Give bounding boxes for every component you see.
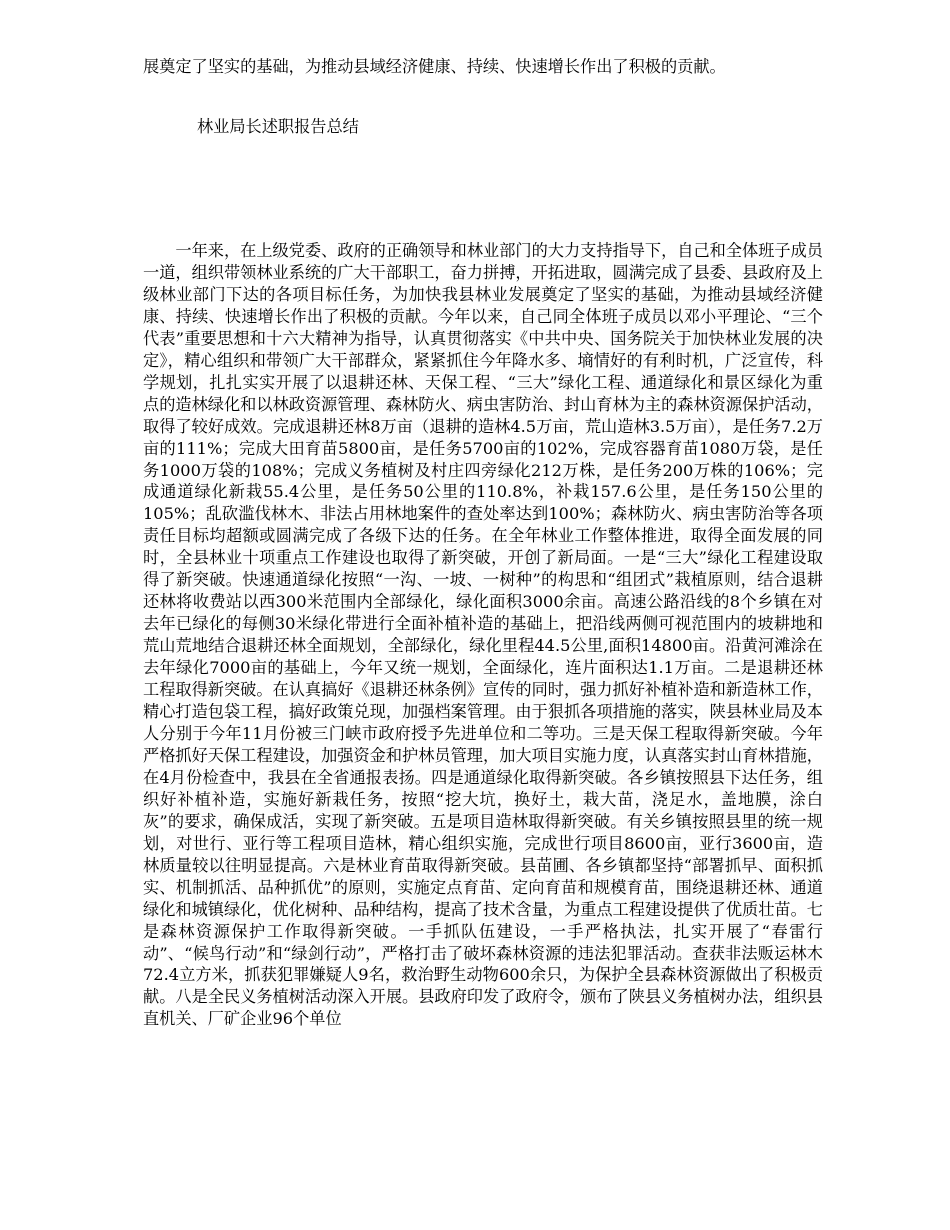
document-body-paragraph: 一年来，在上级党委、政府的正确领导和林业部门的大力支持指导下，自己和全体班子成员一道，组织带领林业系统的广大干部职工，奋力拼搏，开拓进取，圆满完成了县委、县政府及上级林业部门下达的各项目标任务，为加快我县林业发展奠定了坚实的基础，为推动县域经济健康、持续、快速增长作出了积极的贡献。今年以来，自己同全体班子成员以邓小平理论、“三个代表”重要思想和十六大精神为指导，认真贯彻落实《中共中央、国务院关于加快林业发展的决定》，精心组织和带领广大干部群众，紧紧抓住今年降水多、墒情好的有利时机，广泛宣传，科学规划，扎扎实实开展了以退耕还林、天保工程、“三大”绿化工程、通道绿化和景区绿化为重点的造林绿化和以林政资源管理、森林防火、病虫害防治、封山育林为主的森林资源保护活动，取得了较好成效。完成退耕还林8万亩（退耕的造林4.5万亩，荒山造林3.5万亩），是任务7.2万亩的111%；完成大田育苗5800亩，是任务5700亩的102%，完成容器育苗1080万袋，是任务1000万袋的108%；完成义务植树及村庄四旁绿化212万株，是任务200万株的106%；完成通道绿化新栽55.4公里，是任务50公里的110.8%，补栽157.6公里，是任务150公里的105%；乱砍滥伐林木、非法占用林地案件的查处率达到100%；森林防火、病虫害防治等各项责任目标均超额或圆满完成了各级下达的任务。在全年林业工作整体推进，取得全面发展的同时，全县林业十项重点工作建设也取得了新突破，开创了新局面。一是“三大”绿化工程建设取得了新突破。快速通道绿化按照“一沟、一坡、一树种”的构思和“组团式”栽植原则，结合退耕还林将收费站以西300米范围内全部绿化，绿化面积3000余亩。高速公路沿线的8个乡镇在对去年已绿化的每侧30米绿化带进行全面补植补造的基础上，把沿线两侧可视范围内的坡耕地和荒山荒地结合退耕还林全面规划，全部绿化，绿化里程44.5公里,面积14800亩。沿黄河滩涂在去年绿化7000亩的基础上，今年又统一规划，全面绿化，连片面积达1.1万亩。二是退耕还林工程取得新突破。在认真搞好《退耕还林条例》宣传的同时，强力抓好补植补造和新造林工作，精心打造包袋工程，搞好政策兑现，加强档案管理。由于狠抓各项措施的落实，陕县林业局及本人分别于今年11月份被三门峡市政府授予先进单位和二等功。三是天保工程取得新突破。今年严格抓好天保工程建设，加强资金和护林员管理，加大项目实施力度，认真落实封山育林措施，在4月份检查中，我县在全省通报表扬。四是通道绿化取得新突破。各乡镇按照县下达任务，组织好补植补造，实施好新栽任务，按照“挖大坑，换好土，栽大苗，浇足水，盖地膜，涂白灰”的要求，确保成活，实现了新突破。五是项目造林取得新突破。有关乡镇按照县里的统一规划，对世行、亚行等工程项目造林，精心组织实施，完成世行项目8600亩，亚行3600亩，造林质量较以往明显提高。六是林业育苗取得新突破。县苗圃、各乡镇都坚持“部署抓早、面积抓实、机制抓活、品种抓优”的原则，实施定点育苗、定向育苗和规模育苗，围绕退耕还林、通道绿化和城镇绿化，优化树种、品种结构，提高了技术含量，为重点工程建设提供了优质壮苗。七是森林资源保护工作取得新突破。一手抓队伍建设，一手严格执法，扎实开展了“春雷行动”、“候鸟行动”和“绿剑行动”，严格打击了破坏森林资源的违法犯罪活动。查获非法贩运林木72.4立方米，抓获犯罪嫌疑人9名，救治野生动物600余只，为保护全县森林资源做出了积极贡献。八是全民义务植树活动深入开展。县政府印发了政府令，颁布了陕县义务植树办法，组织县直机关、厂矿企业96个单位: [143, 241, 823, 1029]
document-title: 林业局长述职报告总结: [197, 117, 359, 136]
previous-page-tail-text: 展奠定了坚实的基础，为推动县域经济健康、持续、快速增长作出了积极的贡献。: [143, 57, 726, 76]
